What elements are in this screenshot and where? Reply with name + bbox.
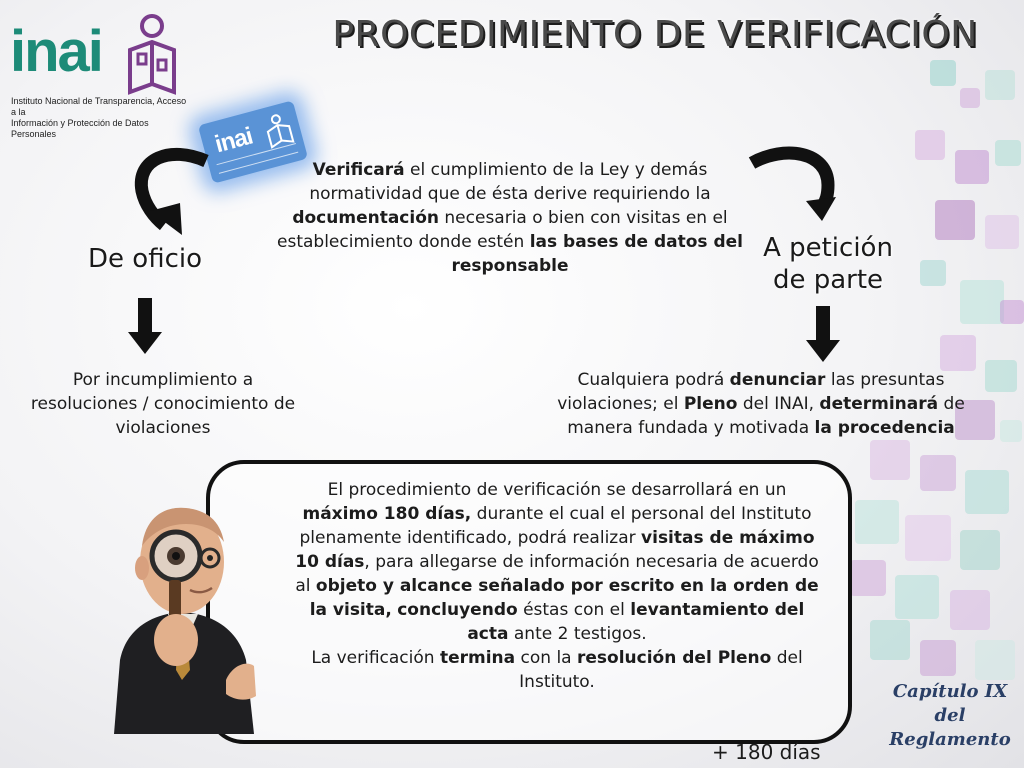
page-title: PROCEDIMIENTO DE VERIFICACIÓN (332, 14, 978, 55)
plus-days-label: + 180 días (712, 740, 821, 764)
curved-arrow-right-icon (748, 145, 840, 227)
curved-arrow-left-icon (130, 145, 210, 241)
text-bold: termina (439, 648, 516, 668)
text-run: éstas con el (517, 600, 631, 620)
text-run: las presuntas violaciones; el (557, 370, 945, 414)
text-run: durante el cual el personal del Instituto plenamente identificado, podrá realizar (299, 504, 812, 548)
text-bold: objeto y alcance señalado por escrito en la orden de la visita, (309, 576, 819, 620)
logo-subtitle-line: Información y Protección de Datos Personales (11, 118, 149, 139)
inai-book-icon (124, 10, 180, 100)
text-bold: concluyendo (397, 600, 518, 620)
chapter-line: del (934, 705, 966, 726)
text-bold: la procedencia (814, 418, 955, 438)
heading-de-oficio: De oficio (88, 244, 202, 274)
text-bold: Verificará (312, 160, 405, 180)
chapter-reference (882, 680, 1018, 752)
logo-subtitle-line: Instituto Nacional de Transparencia, Acceso a la (11, 96, 187, 117)
down-arrow-right-icon (804, 306, 842, 368)
text-bold: determinará (819, 394, 939, 414)
text-run: ante 2 testigos. (508, 624, 647, 644)
text-run: , para allegarse de información necesaria de acuerdo al (295, 552, 819, 596)
a-peticion-description (536, 368, 986, 440)
text-run: La verificación (311, 648, 440, 668)
procedure-paragraph (292, 646, 822, 694)
heading-line: A petición (763, 233, 893, 263)
text-run: con la (515, 648, 577, 668)
chapter-line: Reglamento (889, 729, 1011, 750)
chapter-line: Capítulo IX (892, 681, 1008, 702)
heading-a-peticion (752, 232, 904, 296)
procedure-description (292, 478, 822, 694)
text-run: El procedimiento de verificación se desarrollará en un (327, 480, 787, 500)
text-run: de manera fundada y motivada (567, 394, 965, 438)
text-run: del INAI, (737, 394, 820, 414)
procedure-paragraph (292, 478, 822, 646)
text-bold: levantamiento del acta (467, 600, 805, 644)
text-run: el cumplimiento de la Ley y demás normatividad que de ésta derive requiriendo la (309, 160, 711, 204)
text-bold: las bases de datos del responsable (451, 232, 743, 276)
text-bold: resolución del Pleno (577, 648, 772, 668)
text-bold: visitas de máximo 10 días (295, 528, 815, 572)
down-arrow-left-icon (126, 298, 164, 360)
verification-description (272, 158, 748, 278)
inspector-illustration (106, 490, 258, 738)
inai-logo-text: inai (10, 19, 102, 84)
text-bold: máximo 180 días, (302, 504, 472, 524)
text-bold: documentación (292, 208, 439, 228)
badge-text: inai (212, 122, 256, 159)
inai-logo-subtitle (11, 96, 191, 140)
text-run: del Instituto. (519, 648, 803, 692)
heading-line: de parte (772, 265, 884, 295)
text-run: necesaria o bien con visitas en el establecimiento donde estén (277, 208, 728, 252)
text-run: Cualquiera podrá (577, 370, 730, 390)
de-oficio-description: Por incumplimiento a resoluciones / conocimiento de violaciones (30, 370, 296, 438)
text-bold: denunciar (729, 370, 826, 390)
text-bold: Pleno (683, 394, 738, 414)
